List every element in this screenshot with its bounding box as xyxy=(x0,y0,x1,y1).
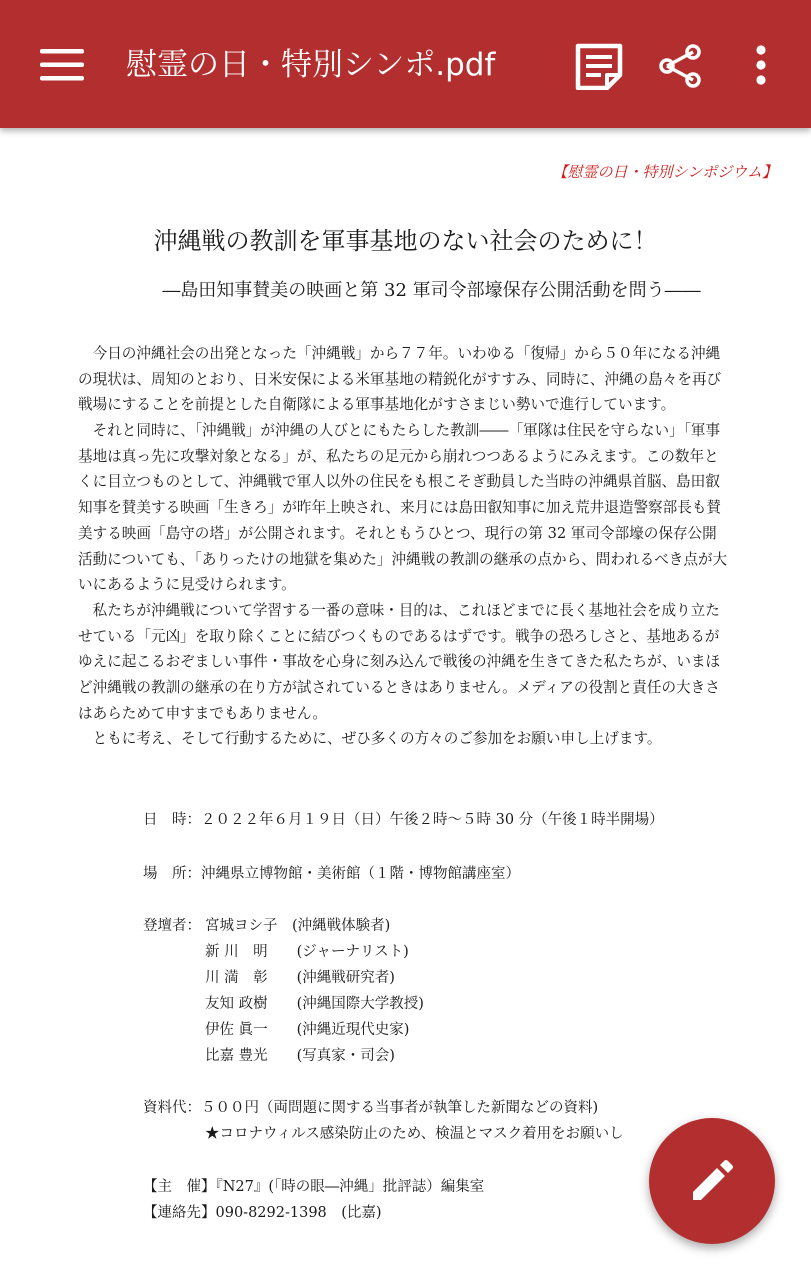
body-line: ど沖縄戦の教訓の継承の在り方が試されているときはありません。メディアの役割と責任の大きさ xyxy=(78,678,720,696)
body-line: 戦場にすることを前提とした自衛隊による軍事基地化がすさまじい勢いで進行しています。 xyxy=(78,396,676,414)
body-line: 活動についても、「ありったけの地獄を集めた」沖縄戦の教訓の継承の点から、問われるべき点が大 xyxy=(78,550,728,568)
body-line: ともに考え、そして行動するために、ぜひ多くの方々のご参加をお願い申し上げます。 xyxy=(78,730,662,748)
edit-fab-button[interactable] xyxy=(649,1118,775,1244)
event-contact: 【連絡先】090-8292-1398 (比嘉) xyxy=(143,1205,382,1221)
speakers-label: 登壇者： xyxy=(143,918,201,934)
body-paragraphs xyxy=(78,341,786,752)
body-line: それと同時に、「沖縄戦」が沖縄の人びとにもたらした教訓――「軍隊は住民を守らない」「軍事 xyxy=(78,422,721,440)
body-line: 今日の沖縄社会の出発となった「沖縄戦」から７７年。いわゆる「復帰」から５０年になる沖縄 xyxy=(78,345,721,362)
body-line: はあらためて申すまでもありません。 xyxy=(78,704,327,722)
body-line: 美する映画「島守の塔」が公開されます。それともうひとつ、現行の第 32 軍司令部壕の保存公開 xyxy=(78,524,717,542)
event-datetime: 日 時：２０２２年６月１９日（日）午後２時～５時 30 分（午後１時半開場） xyxy=(143,812,664,828)
speaker-item: 新 川 明 (ジャーナリスト) xyxy=(205,944,409,960)
covid-note: ★コロナウィルス感染防止のため、検温とマスク着用をお願いし xyxy=(205,1126,624,1142)
document-title: 慰霊の日・特別シンポ.pdf xyxy=(126,47,496,83)
document-text-icon[interactable] xyxy=(574,42,624,90)
speaker-item: 友知 政樹 (沖縄国際大学教授) xyxy=(205,996,424,1012)
body-line: いにあるように見受けられます。 xyxy=(78,576,296,594)
body-line: 私たちが沖縄戦について学習する一番の意味・目的は、これほどまでに長く基地社会を成り立た xyxy=(78,601,720,619)
share-icon[interactable] xyxy=(657,44,703,88)
body-line: の現状は、周知のとおり、日米安保による米軍基地の精鋭化がすすみ、同時に、沖縄の島々を再び xyxy=(78,370,722,388)
edit-pencil-icon xyxy=(689,1158,735,1204)
event-fee: 資料代：５００円（両問題に関する当事者が執筆した新聞などの資料) xyxy=(143,1100,599,1116)
event-tag: 【慰霊の日・特別シンポジウム】 xyxy=(552,163,777,181)
speaker-item: 宮城ヨシ子 (沖縄戦体験者) xyxy=(205,918,391,934)
body-line: くに目立つものとして、沖縄戦で軍人以外の住民をも根こそぎ動員した当時の沖縄県首脳、島田叡 xyxy=(78,473,720,491)
body-line: ゆえに起こるおぞましい事件・事故を心身に刻み込んで戦後の沖縄を生きてきた私たちが、いまほ xyxy=(78,653,721,671)
speaker-item: 伊佐 眞一 (沖縄近現代史家) xyxy=(205,1022,410,1038)
event-organizer: 【主 催】『N27』(「時の眼―沖縄」批評誌）編集室 xyxy=(143,1179,485,1195)
more-vert-icon[interactable] xyxy=(752,44,770,88)
pdf-page[interactable] xyxy=(0,128,811,1280)
body-line: 知事を賛美する映画「生きろ」が昨年上映され、来月には島田叡知事に加え荒井退造警察部長も賛 xyxy=(78,499,722,517)
event-venue: 場 所：沖縄県立博物館・美術館（１階・博物館講座室） xyxy=(143,866,520,882)
document-subheading: ―島田知事賛美の映画と第 32 軍司令部壕保存公開活動を問う―― xyxy=(162,280,701,301)
speaker-item: 川 満 彰 (沖縄戦研究者) xyxy=(205,970,395,986)
body-line: せている「元凶」を取り除くことに結びつくものであるはずです。戦争の恐ろしさと、基地あるが xyxy=(78,627,720,645)
app-bar xyxy=(0,0,811,128)
document-heading: 沖縄戦の教訓を軍事基地のない社会のために！ xyxy=(153,227,658,255)
body-line: 基地は真っ先に攻撃対象となる」が、私たちの足元から崩れつつあるようにみえます。この数年と xyxy=(78,447,719,465)
speaker-item: 比嘉 豊光 (写真家・司会) xyxy=(205,1048,395,1064)
menu-icon[interactable] xyxy=(40,47,86,83)
